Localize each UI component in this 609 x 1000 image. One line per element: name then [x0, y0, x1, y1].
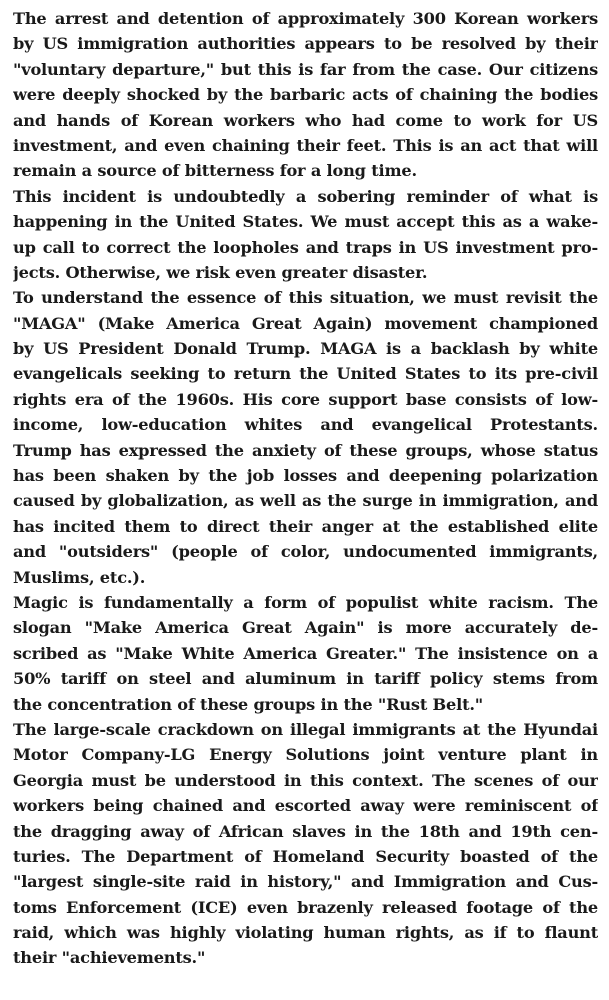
text-line: raid, which was highly violating human rights, as if to flaunt	[13, 923, 598, 943]
text-line: The arrest and detention of approximately 300 Korean workers	[13, 9, 598, 28]
text-line: remain a source of bitterness for a long time.	[13, 161, 417, 181]
text-line: the dragging away of African slaves in the 18th and 19th cen-	[13, 821, 598, 841]
text-line: "largest single-site raid in history," and Immigration and Cus-	[13, 872, 598, 892]
text-line: income, low-education whites and evangelical Protestants.	[13, 415, 598, 435]
paragraph-2	[13, 184, 598, 286]
paragraph-4	[13, 590, 598, 717]
text-line: 50% tariff on steel and aluminum in tariff policy stems from	[13, 669, 598, 689]
text-line: Motor Company-LG Energy Solutions joint venture plant in	[13, 745, 598, 765]
text-line: and "outsiders" (people of color, undocumented immigrants,	[13, 542, 598, 562]
text-line: investment, and even chaining their feet. This is an act that will	[13, 135, 598, 155]
text-line: evangelicals seeking to return the United States to its pre-civil	[13, 364, 598, 384]
text-line: workers being chained and escorted away were reminiscent of	[13, 796, 598, 816]
text-line: the concentration of these groups in the "Rust Belt."	[13, 694, 484, 714]
paragraph-3	[13, 285, 598, 590]
text-line: jects. Otherwise, we risk even greater disaster.	[13, 262, 428, 282]
paragraph-5	[13, 717, 598, 971]
paragraph-1	[13, 6, 598, 184]
text-line: were deeply shocked by the barbaric acts of chaining the bodies	[13, 85, 598, 105]
text-line: their "achievements."	[13, 948, 206, 968]
text-line: up call to correct the loopholes and traps in US investment pro-	[13, 237, 598, 257]
text-line: The large-scale crackdown on illegal immigrants at the Hyundai	[13, 719, 598, 739]
text-line: has incited them to direct their anger at the established elite	[13, 516, 598, 536]
article-body	[13, 6, 598, 971]
text-line: has been shaken by the job losses and deepening polarization	[13, 466, 598, 486]
text-line: "MAGA" (Make America Great Again) movement championed	[13, 313, 598, 333]
text-line: "voluntary departure," but this is far from the case. Our citizens	[13, 59, 598, 79]
text-line: and hands of Korean workers who had come to work for US	[13, 110, 598, 130]
text-line: scribed as "Make White America Greater." The insistence on a	[13, 643, 598, 663]
text-line: Trump has expressed the anxiety of these groups, whose status	[13, 440, 598, 460]
text-line: toms Enforcement (ICE) even brazenly released footage of the	[13, 897, 598, 917]
text-line: To understand the essence of this situation, we must revisit the	[13, 288, 598, 308]
text-line: by US immigration authorities appears to be resolved by their	[13, 34, 598, 54]
text-line: slogan "Make America Great Again" is more accurately de-	[13, 618, 598, 638]
text-line: rights era of the 1960s. His core support base consists of low-	[13, 389, 598, 409]
text-line: turies. The Department of Homeland Security boasted of the	[13, 846, 598, 866]
text-line: Georgia must be understood in this context. The scenes of our	[13, 770, 598, 790]
text-line: caused by globalization, as well as the surge in immigration, and	[13, 491, 598, 511]
text-line: happening in the United States. We must accept this as a wake-	[13, 212, 598, 232]
text-line: This incident is undoubtedly a sobering reminder of what is	[13, 186, 598, 206]
text-line: by US President Donald Trump. MAGA is a backlash by white	[13, 339, 598, 359]
text-line: Magic is fundamentally a form of populist white racism. The	[13, 592, 598, 612]
text-line: Muslims, etc.).	[13, 567, 146, 587]
